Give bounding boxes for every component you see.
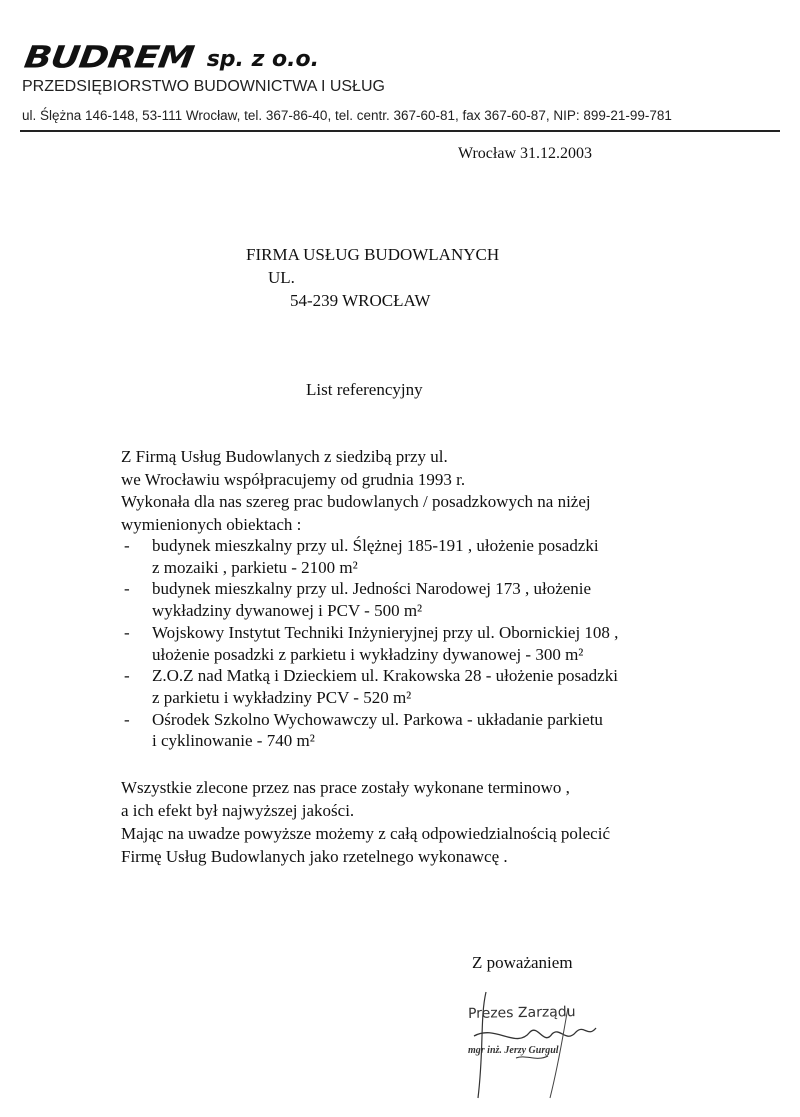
list-item-text: wykładziny dywanowej i PCV - 500 m² [152, 601, 423, 621]
company-logo: BUDREM [22, 40, 196, 75]
list-bullet: - [124, 536, 130, 555]
list-bullet: - [124, 579, 130, 599]
list-item [124, 665, 618, 708]
list-item [124, 535, 618, 578]
closing-line: a ich efekt był najwyższej jakości. [121, 801, 355, 820]
recipient-city: 54-239 WROCŁAW [290, 291, 431, 310]
list-item-text: budynek mieszkalny przy ul. Ślężnej 185-191 , ułożenie posadzki [152, 536, 599, 555]
list-item [124, 709, 618, 752]
list-item-text: budynek mieszkalny przy ul. Jedności Narodowej 173 , ułożenie [152, 579, 592, 599]
closing-line: Firmę Usług Budowlanych jako rzetelnego wykonawcę . [121, 847, 508, 866]
closing-paragraph [121, 776, 610, 868]
list-item-text: z mozaiki , parkietu - 2100 m² [152, 557, 358, 577]
list-bullet: - [124, 622, 130, 642]
closing-line: Mając na uwadze powyższe możemy z całą odpowiedzialnością polecić [121, 824, 610, 843]
project-list [124, 535, 618, 752]
letter-title: List referencyjny [306, 380, 423, 399]
letter-date: Wrocław 31.12.2003 [458, 145, 592, 162]
company-description: PRZEDSIĘBIORSTWO BUDOWNICTWA I USŁUG [22, 78, 385, 95]
list-item-text: Ośrodek Szkolno Wychowawczy ul. Parkowa - układanie parkietu [152, 709, 603, 729]
recipient-street: UL. [268, 268, 295, 287]
intro-line: Z Firmą Usług Budowlanych z siedzibą przy ul. [121, 447, 448, 466]
letterhead-logo [22, 34, 319, 75]
intro-line: we Wrocławiu współpracujemy od grudnia 1993 r. [121, 469, 466, 489]
regards: Z poważaniem [472, 953, 573, 972]
list-item-text: z parkietu i wykładziny PCV - 520 m² [152, 687, 412, 707]
recipient-name: FIRMA USŁUG BUDOWLANYCH [246, 245, 500, 264]
list-item [124, 578, 618, 621]
closing-line: Wszystkie zlecone przez nas prace zostały wykonane terminowo , [121, 778, 570, 797]
list-item-text: Z.O.Z nad Matką i Dzieckiem ul. Krakowska 28 - ułożenie posadzki [152, 666, 618, 686]
signature-stamp-title: Prezes Zarządu [467, 1004, 576, 1022]
intro-line: Wykonała dla nas szereg prac budowlanych / posadzkowych na niżej [121, 492, 591, 511]
company-legal-form: sp. z o.o. [206, 47, 319, 72]
list-item-text: Wojskowy Instytut Techniki Inżynieryjnej przy ul. Obornickiej 108 , [152, 622, 619, 642]
list-item [124, 622, 618, 665]
list-item-text: ułożenie posadzki z parkietu i wykładziny dywanowej - 300 m² [152, 644, 584, 664]
list-item-text: i cyklinowanie - 740 m² [152, 731, 315, 751]
list-bullet: - [124, 709, 130, 729]
intro-line: wymienionych obiektach : [121, 514, 302, 534]
list-bullet: - [124, 666, 130, 686]
intro-paragraph [121, 446, 591, 536]
company-address: ul. Ślężna 146-148, 53-111 Wrocław, tel. 367-86-40, tel. centr. 367-60-81, fax 367-60-87, NIP: 899-21-99-781 [22, 108, 672, 123]
letterhead-divider [20, 130, 780, 132]
signature-stamp-name: mgr inż. Jerzy Gurgul [468, 1045, 559, 1056]
